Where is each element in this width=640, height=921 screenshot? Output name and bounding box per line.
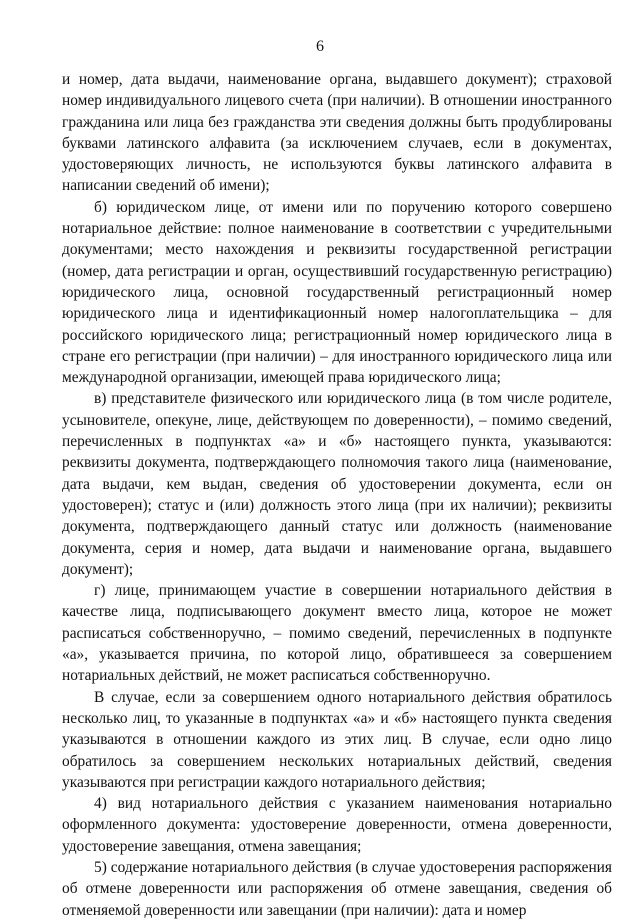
paragraph-multiple-persons: В случае, если за совершением одного нотариального действия обратилось несколько лиц, то указанные в подпунктах «а» и «б» настоящего пункта сведения указываются в отношении каждого из этих лиц. В случае, если одно лицо обратилось за совершением нескольких нотариальных действий, сведения указываются при регистрации каждого нотариального действия; bbox=[62, 688, 612, 791]
paragraph-item-b: б) юридическом лице, от имени или по поручению которого совершено нотариальное действие: полное наименование в соответствии с учредительными документами; место нахождения и реквизиты государственной регистрации (номер, дата регистрации и орган, осуществивший государственную регистрацию) юридического лица, основной государственный регистрационный номер юридического лица и идентификационный номер налогоплательщика – для российского юридического лица; регистрационный номер юридического лица в стране его регистрации (при наличии) – для иностранного юридического лица или международной организации, имеющей права юридического лица; bbox=[62, 198, 612, 387]
page-number: 6 bbox=[316, 38, 324, 55]
paragraph-item-g: г) лице, принимающем участие в совершении нотариального действия в качестве лица, подписывающего документ вместо лица, которое не может расписаться собственноручно, – помимо сведений, перечисленных в подпункте «а», указывается причина, по которой лицо, обратившееся за совершением нотариальных действий, не может расписаться собственноручно. bbox=[62, 582, 612, 685]
paragraph-continuation: и номер, дата выдачи, наименование органа, выдавшего документ); страховой номер индивидуального лицевого счета (при наличии). В отношении иностранного гражданина или лица без гражданства эти сведения должны быть продублированы буквами латинского алфавита (за исключением случаев, если в документах, удостоверяющих личность, не используются буквы латинского алфавита в написании сведений об имени); bbox=[62, 71, 612, 195]
paragraph-item-5: 5) содержание нотариального действия (в случае удостоверения распоряжения об отмене доверенности или распоряжения об отмене завещания, сведения об отменяемой доверенности или завещании (при наличии): дата и номер bbox=[62, 858, 612, 919]
paragraph-item-4: 4) вид нотариального действия с указанием наименования нотариально оформленного документа: удостоверение доверенности, отмена доверенности, удостоверение завещания, отмена завещания; bbox=[62, 795, 612, 855]
paragraph-item-v: в) представителе физического или юридического лица (в том числе родителе, усыновителе, опекуне, лице, действующем по доверенности), – помимо сведений, перечисленных в подпунктах «а» и «б» настоящего пункта, указываются: реквизиты документа, подтверждающего полномочия такого лица (наименование, дата выдачи, кем выдан, сведения об удостоверении документа, если он удостоверен); статус и (или) должность этого лица (при их наличии); реквизиты документа, подтверждающего данный статус или должность (наименование документа, серия и номер, дата выдачи и наименование органа, выдавшего документ); bbox=[62, 390, 612, 578]
document-body bbox=[62, 69, 612, 921]
